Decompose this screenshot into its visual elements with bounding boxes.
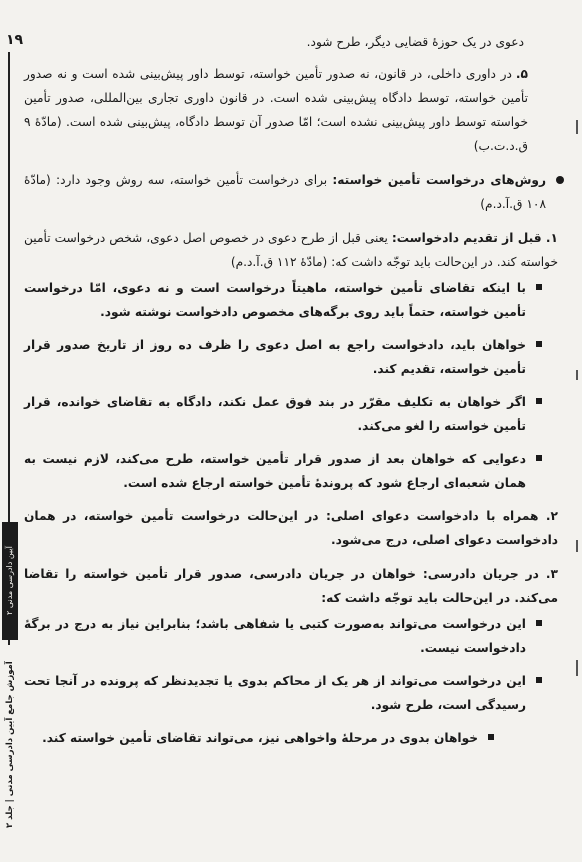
item-5-number: ۵. [515,67,528,81]
item-5 [24,62,568,158]
section-title: روش‌های درخواست تأمین خواسته: [332,173,547,187]
method-1-bullets [24,276,558,495]
method-3-bullets [24,612,558,750]
bullet-text: با اینکه تقاضای تأمین خواسته، ماهیتاً درخواست است و نه دعوی، امّا درخواست تأمین خواسته، حتماً باید روی برگه‌های مخصوص دادخواست نوشته شود. [24,281,526,319]
edge-mark [576,660,578,676]
section-text: برای درخواست تأمین خواسته، سه روش وجود دارد: (مادّهٔ ۱۰۸ ق.آ.د.م) [24,173,546,211]
bullet-dot-icon [556,176,564,184]
method-2-title: ۲. همراه با دادخواست دعوای اصلی: [325,509,558,523]
method-1-title: ۱. قبل از تقدیم دادخواست: [391,231,558,245]
bullet-text: اگر خواهان به تکلیف مقرّر در بند فوق عمل نکند، دادگاه به تقاضای خوانده، قرار تأمین خواسته را لغو می‌کند. [24,395,526,433]
list-item [24,669,558,717]
method-1-text: یعنی قبل از طرح دعوی در خصوص اصل دعوی، شخص درخواست تأمین خواسته کند. در این‌حالت باید توجّه داشت که: (مادّهٔ ۱۱۲ ق.آ.د.م) [24,231,558,269]
page-number: ۱۹ [6,32,24,48]
square-bullet-icon [536,620,542,626]
section-request-methods [24,168,568,216]
square-bullet-icon [488,734,494,740]
edge-mark [576,540,578,552]
bullet-text: خواهان باید، دادخواست راجع به اصل دعوی را ظرف ده روز از تاریخ صدور قرار تأمین خواسته، تقدیم کند. [24,338,526,376]
method-3 [24,562,568,750]
book-title-vertical: آموزش جامع آیین دادرسی مدنی | جلد ۲ [1,645,19,845]
list-item [24,390,558,438]
list-item [24,612,558,660]
bullet-text: این درخواست می‌تواند از هر یک از محاکم بدوی یا تجدیدنظر که پرونده در آنجا تحت رسیدگی است، طرح شود. [24,674,526,712]
square-bullet-icon [536,677,542,683]
square-bullet-icon [536,341,542,347]
square-bullet-icon [536,398,542,404]
square-bullet-icon [536,455,542,461]
edge-mark [576,370,578,380]
edge-mark [576,120,578,134]
bullet-text: خواهان بدوی در مرحلهٔ واخواهی نیز، می‌تواند تقاضای تأمین خواسته کند. [42,731,478,745]
method-3-text: خواهان در جریان دادرسی، صدور قرار تأمین خواسته را تقاضا می‌کند. در این‌حالت باید توجّه داشت که: [24,567,558,605]
list-item [24,726,558,750]
list-item [24,447,558,495]
bullet-text: این درخواست می‌تواند به‌صورت کتبی یا شفاهی باشد؛ بنابراین نیاز به درج در برگهٔ دادخواست نیست. [24,617,526,655]
method-1 [24,226,568,495]
item-5-text: در داوری داخلی، در قانون، نه صدور تأمین خواسته، توسط داور پیش‌بینی شده است و نه صدور تأمین خواسته، توسط دادگاه پیش‌بینی شده است. در قانون داوری تجاری بین‌المللی، صدور تأمین خواسته توسط داور پیش‌بینی نشده است؛ امّا صدور آن توسط دادگاه، پیش‌بینی شده است. (مادّهٔ ۹ ق.د.ت.ب) [24,67,528,153]
intro-line: دعوی در یک حوزهٔ قضایی دیگر، طرح شود. [306,35,524,49]
list-item [24,333,558,381]
method-2 [24,504,568,552]
method-3-title: ۳. در جریان دادرسی: [422,567,558,581]
square-bullet-icon [536,284,542,290]
side-tab: آیین دادرسی مدنی ۲ [2,522,18,640]
list-item [24,276,558,324]
page-body [24,30,568,759]
bullet-text: دعوایی که خواهان بعد از صدور قرار تأمین خواسته، طرح می‌کند، لازم نیست به همان شعبه‌ای ارجاع شود که پروندهٔ تأمین خواسته ارجاع شده است. [24,452,526,490]
method-2-text: در این‌حالت درخواست تأمین خواسته، در همان دادخواست دعوای اصلی، درج می‌شود. [24,509,558,547]
